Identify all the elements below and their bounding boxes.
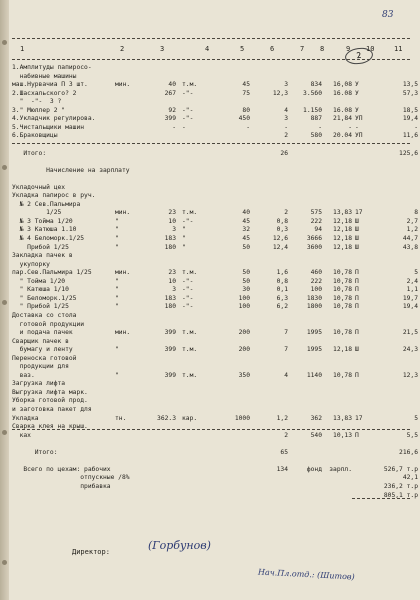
table-cell-c4: -"- [182, 106, 194, 114]
table-cell-c8: - [348, 123, 352, 131]
table-cell-c7: 94 [314, 226, 322, 234]
table-cell-c10: 13,5 [402, 81, 418, 89]
table-cell-c10: 24,3 [402, 346, 418, 354]
table-cell-c5: 40 [242, 209, 250, 217]
table-cell-c4: -"- [182, 115, 194, 123]
table-cell-c1: № 3 Тойма 1/20 [12, 217, 73, 225]
table-cell-c9: П [355, 269, 359, 277]
table-cell-c5: 100 [238, 294, 250, 302]
table-cell-c1: отпускные /8% [12, 474, 130, 482]
table-cell-c1: Начисление на зарплату [12, 166, 130, 174]
table-cell-c2: " [115, 226, 119, 234]
table-cell-c10: 12,3 [402, 371, 418, 379]
table-cell-c10: 526,7 т.р [383, 465, 418, 473]
table-cell-c7: 1.150 [303, 106, 322, 114]
table-cell-c3: 23 [168, 209, 176, 217]
punch-hole [2, 165, 7, 170]
table-cell-c7: 460 [310, 269, 322, 277]
table-cell-c6: 0,8 [276, 217, 288, 225]
table-cell-c3: 399 [164, 346, 176, 354]
table-cell-c1: готовой продукции [12, 320, 85, 328]
table-cell-c3: 399 [164, 115, 176, 123]
table-cell-c6: 12,6 [272, 235, 288, 242]
table-cell-c4: " [182, 226, 186, 234]
table-cell-c1: Переноска готовой [12, 354, 77, 362]
table-cell-c1: Выгрузка лифта марк. [12, 388, 88, 396]
table-cell-c9: П [355, 286, 359, 294]
table-cell-c10: 42,1 [402, 474, 418, 482]
table-cell-c1: Сварка клея на крыш. [12, 423, 88, 431]
table-cell-c3: - [172, 123, 176, 131]
table-cell-c2: " [115, 303, 119, 311]
table-cell-c9: П [355, 277, 359, 285]
table-cell-c6: 0,1 [276, 286, 288, 294]
table-cell-c4: -"- [182, 89, 194, 97]
table-cell-c2: " [115, 294, 119, 302]
table-cell-c10: 125,6 [399, 149, 418, 157]
table-cell-c6: 134 [276, 465, 288, 473]
table-cell-c1: № 2 Сев.Пальмира [12, 200, 81, 208]
table-cell-c8: 10,78 [333, 269, 352, 277]
table-cell-c1: Укладка [12, 414, 39, 422]
table-cell-c8: 21,84 [333, 115, 352, 123]
column-number: 1 [20, 45, 25, 53]
table-cell-c8: 10,78 [333, 371, 352, 379]
table-cell-c6: 0,8 [276, 277, 288, 285]
table-cell-c3: 10 [168, 277, 176, 285]
column-number: 8 [320, 45, 325, 53]
table-cell-c2: мин. [115, 81, 131, 89]
table-cell-c9: Ш [355, 217, 359, 225]
table-cell-c9: 17 [355, 414, 363, 422]
table-cell-c5: 50 [242, 277, 250, 285]
table-cell-c1: прибавка [12, 482, 111, 490]
table-cell-c6: 2 [284, 209, 288, 217]
table-cell-c1: Уборка готовой прод. [12, 397, 88, 405]
column-number: 9 [346, 45, 351, 53]
table-cell-c2: " [115, 217, 119, 225]
table-cell-c2: " [115, 346, 119, 354]
table-cell-c5: 30 [242, 286, 250, 294]
table-cell-c7: 1140 [306, 371, 322, 379]
table-cell-c6: 12,3 [272, 89, 288, 97]
column-number: 2 [120, 45, 125, 53]
table-cell-c7: 3.5б0 [303, 89, 322, 97]
table-cell-c5: 450 [238, 115, 250, 123]
table-cell-c3: 183 [164, 235, 176, 242]
table-cell-c5: 45 [242, 217, 250, 225]
table-cell-c1: и подача пачек [12, 329, 73, 337]
table-cell-c6: 1,2 [276, 414, 288, 422]
table-cell-c10: 5 [414, 269, 418, 277]
table-cell-c3: 10 [168, 217, 176, 225]
table-cell-c5: 200 [238, 346, 250, 354]
table-cell-c9: УП [355, 132, 363, 140]
table-cell-c6: 6,3 [276, 294, 288, 302]
table-cell-c3: 3 [172, 226, 176, 234]
table-cell-c8: 10,13 [333, 431, 352, 439]
table-cell-c8: 10,78 [333, 303, 352, 311]
table-cell-c8: 12,18 [333, 217, 352, 225]
table-cell-c1: " -"- 3 ? [12, 98, 62, 106]
table-cell-c7: 580 [310, 132, 322, 140]
table-cell-c4: -"- [182, 294, 194, 302]
table-cell-c9: У [355, 106, 359, 114]
table-cell-c10: 18,5 [402, 106, 418, 114]
table-cell-c3: 180 [164, 243, 176, 251]
table-cell-c1: ваз. [12, 371, 35, 379]
table-cell-c10: 19,7 [402, 294, 418, 302]
table-cell-c1: ках [12, 431, 31, 439]
table-cell-c2: " [115, 277, 119, 285]
table-cell-c5: 350 [238, 371, 250, 379]
table-cell-c7: 1995 [306, 329, 322, 337]
table-cell-c9: П [355, 294, 359, 302]
table-cell-c8: 10,78 [333, 294, 352, 302]
table-cell-c1: и заготовка пакет для [12, 406, 92, 413]
table-cell-c9: П [355, 329, 359, 337]
table-cell-c3: 92 [168, 106, 176, 114]
table-cell-c9: П [355, 303, 359, 311]
table-cell-c4: -"- [182, 303, 194, 311]
table-cell-c3: 267 [164, 89, 176, 97]
table-cell-c6: 0,3 [276, 226, 288, 234]
table-cell-c4: т.м. [182, 329, 198, 337]
header-top-rule [12, 38, 410, 39]
table-cell-c10: 216,6 [399, 448, 418, 456]
table-cell-c9: У [355, 81, 359, 89]
table-cell-c10: 57,3 [402, 89, 418, 97]
table-cell-c9: - [355, 123, 359, 131]
table-cell-c6: 4 [284, 106, 288, 114]
table-cell-c10: 236,2 т.р [383, 482, 418, 490]
table-cell-c10: 805,1 т.р [383, 491, 418, 499]
column-number: 4 [205, 45, 210, 53]
table-cell-c3: 399 [164, 371, 176, 379]
table-cell-c7: 834 [310, 81, 322, 89]
punch-hole [2, 430, 7, 435]
table-cell-c7: 362 [310, 414, 322, 422]
table-cell-c5: 32 [242, 226, 250, 234]
table-cell-c7: 575 [310, 209, 322, 217]
table-cell-c2: " [115, 235, 119, 242]
table-cell-c1: 1.Амплитуды папиросо- [12, 64, 92, 71]
director-signature: (Горбунов) [148, 539, 211, 552]
punch-hole [2, 560, 7, 565]
table-cell-c9: Ш [355, 243, 359, 251]
table-cell-c8: 12,18 [333, 346, 352, 354]
section-one-total-rule [12, 143, 410, 144]
table-cell-c9: Ш [355, 346, 359, 354]
table-cell-c1: Доставка со стола [12, 311, 77, 319]
table-cell-c1: пар.Сев.Пальмира 1/25 [12, 269, 92, 277]
table-cell-c5: 1000 [234, 414, 250, 422]
table-cell-c1: укупорку [12, 260, 50, 268]
section-two-total-rule [12, 429, 410, 430]
table-cell-c1: № 3 Катюша 1.10 [12, 226, 77, 234]
table-cell-c8: 12,18 [333, 243, 352, 251]
column-number: 6 [270, 45, 275, 53]
table-cell-c5: 80 [242, 106, 250, 114]
table-cell-c1: " Прибой 1/25 [12, 303, 69, 311]
table-cell-c7: 540 [310, 431, 322, 439]
table-cell-c1: Закладка пачек в [12, 252, 73, 260]
table-cell-c9: Ш [355, 226, 359, 234]
table-cell-c1: набивные машины [12, 72, 77, 80]
table-cell-c7: 222 [310, 217, 322, 225]
table-cell-c5: 50 [242, 269, 250, 277]
table-cell-c1: бумагу и ленту [12, 346, 73, 354]
table-cell-c8: 13,83 [333, 209, 352, 217]
table-cell-c6: 7 [284, 329, 288, 337]
table-cell-c5: 50 [242, 243, 250, 251]
table-cell-c5: - [246, 123, 250, 131]
table-cell-c9: П [355, 371, 359, 379]
table-cell-c8: 20.04 [333, 132, 352, 140]
table-cell-c3: 40 [168, 81, 176, 89]
table-cell-c1: 4.Укладчик регулирова. [12, 115, 96, 123]
table-cell-c7: 887 [310, 115, 322, 123]
table-cell-c3: 183 [164, 294, 176, 302]
table-cell-c7: 100 [310, 286, 322, 294]
table-cell-c5: 200 [238, 329, 250, 337]
table-cell-c10: 2,7 [406, 217, 418, 225]
table-cell-c10: - [414, 123, 418, 131]
table-cell-c1: 1/25 [12, 209, 62, 217]
table-cell-c8: 10,78 [333, 286, 352, 294]
table-cell-c10: 44,7 [402, 235, 418, 242]
table-cell-c9: Ш [355, 235, 359, 242]
table-cell-c10: 1,2 [406, 226, 418, 234]
table-cell-c9: П [355, 431, 359, 439]
column-number: 7 [300, 45, 305, 53]
table-cell-c1: Загрузка лифта [12, 380, 66, 388]
table-cell-c10: 43,8 [402, 243, 418, 251]
grand-total-rule [352, 498, 410, 499]
table-cell-c6: 3 [284, 81, 288, 89]
column-number: 11 [394, 45, 403, 53]
table-cell-c10: 5 [414, 414, 418, 422]
table-cell-c2: тн. [115, 414, 127, 422]
table-cell-c8: 12,18 [333, 226, 352, 234]
table-cell-c1: " Тойма 1/20 [12, 277, 66, 285]
table-cell-c3: 362.3 [157, 414, 176, 422]
punch-holes [2, 0, 8, 600]
table-cell-c8: 10,78 [333, 277, 352, 285]
column-number: 3 [160, 45, 165, 53]
table-cell-c3: 399 [164, 329, 176, 337]
table-cell-c1: Прибой 1/25 [12, 243, 69, 251]
table-cell-c4: т.м. [182, 371, 198, 379]
table-cell-c1: Укладка папирос в руч. [12, 192, 96, 200]
table-cell-c6: 1,6 [276, 269, 288, 277]
table-cell-c2: мин. [115, 269, 131, 277]
table-cell-c8: 16.08 [333, 89, 352, 97]
table-cell-c8: зарпл. [329, 465, 352, 473]
table-cell-c5: 45 [242, 235, 250, 242]
table-cell-c1: продукции для [12, 363, 69, 371]
table-cell-c9: УП [355, 115, 363, 123]
table-cell-c10: 21,5 [402, 329, 418, 337]
table-cell-c7: 3600 [306, 243, 322, 251]
table-cell-c4: -"- [182, 277, 194, 285]
table-cell-c2: " [115, 371, 119, 379]
table-cell-c10: 2,4 [406, 277, 418, 285]
table-cell-c4: - [182, 123, 186, 131]
table-cell-c10: 11,6 [402, 132, 418, 140]
table-cell-c1: 2.Шасхальского? 2 [12, 89, 77, 97]
table-cell-c9: У [355, 89, 359, 97]
table-cell-c3: 23 [168, 269, 176, 277]
table-cell-c6: 6,2 [276, 303, 288, 311]
table-cell-c4: т.м. [182, 209, 198, 217]
table-cell-c10: 1,1 [406, 286, 418, 294]
table-cell-c1: 6.Браковщицы [12, 132, 58, 140]
table-cell-c7: 1830 [306, 294, 322, 302]
table-cell-c4: т.м. [182, 81, 198, 89]
table-cell-c1: Итого: [12, 448, 58, 456]
department-head-signature: Нач.Пл.отд.: (Шитов) [257, 567, 355, 582]
table-cell-c1: Укладочный цех [12, 183, 66, 191]
column-ten-handwritten-mark: 2 [344, 46, 374, 66]
table-cell-c6: - [284, 123, 288, 131]
table-cell-c1: " Беломорк.1/25 [12, 294, 77, 302]
table-cell-c6: 12,4 [272, 243, 288, 251]
punch-hole [2, 40, 7, 45]
table-cell-c1: Итого: [12, 149, 47, 157]
table-cell-c4: т.м. [182, 346, 198, 354]
punch-hole [2, 300, 7, 305]
table-cell-c4: -"- [182, 217, 194, 225]
table-cell-c4: кар. [182, 414, 198, 422]
table-cell-c7: фонд [306, 465, 322, 473]
table-cell-c6: 2 [284, 132, 288, 140]
table-cell-c8: 10,78 [333, 329, 352, 337]
table-cell-c6: 4 [284, 371, 288, 379]
table-cell-c10: 8 [414, 209, 418, 217]
table-cell-c2: " [115, 286, 119, 294]
table-cell-c6: 7 [284, 346, 288, 354]
table-cell-c1: 3." Мюллер 2 " [12, 106, 66, 114]
table-cell-c8: 13,83 [333, 414, 352, 422]
table-cell-c6: 2 [284, 431, 288, 439]
column-number: 10 [366, 45, 375, 53]
table-cell-c3: 180 [164, 303, 176, 311]
table-cell-c4: -"- [182, 286, 194, 294]
table-cell-c1: Сварщик пачек в [12, 337, 69, 345]
director-label: Директор: [72, 548, 110, 556]
table-cell-c4: " [182, 243, 186, 251]
table-cell-c8: 16,08 [333, 81, 352, 89]
table-cell-c7: 1995 [306, 346, 322, 354]
table-cell-c4: " [182, 235, 186, 242]
table-cell-c8: 16.08 [333, 106, 352, 114]
table-cell-c2: мин. [115, 209, 131, 217]
table-cell-c6: 3 [284, 115, 288, 123]
table-cell-c7: 222 [310, 277, 322, 285]
table-cell-c7: 3666 [306, 235, 322, 242]
table-cell-c5: 75 [242, 89, 250, 97]
table-cell-c1: Всего по цехам: рабочих [12, 465, 111, 473]
table-cell-c1: " Катюша 1/10 [12, 286, 69, 294]
table-cell-c1: 5.Чистальщики машин [12, 123, 85, 131]
table-cell-c10: 19,4 [402, 303, 418, 311]
table-cell-c6: 26 [280, 149, 288, 157]
table-cell-c5: 100 [238, 303, 250, 311]
page-number-handwritten: 83 [382, 10, 394, 20]
table-cell-c6: 65 [280, 448, 288, 456]
table-cell-c10: 19,4 [402, 115, 418, 123]
table-cell-c2: мин. [115, 329, 131, 337]
table-cell-c8: 12,18 [333, 235, 352, 242]
table-cell-c5: 45 [242, 81, 250, 89]
table-cell-c10: 5,5 [406, 431, 418, 439]
table-cell-c4: т.м. [182, 269, 198, 277]
column-number: 5 [240, 45, 245, 53]
table-cell-c7: - [318, 123, 322, 131]
table-cell-c3: 3 [172, 286, 176, 294]
table-cell-c1: № 4 Беломорк.1/25 [12, 235, 85, 242]
table-cell-c2: " [115, 243, 119, 251]
table-cell-c7: 1800 [306, 303, 322, 311]
table-cell-c9: 17 [355, 209, 363, 217]
table-cell-c1: мaш.Нурвачиа П 3 шт. [12, 81, 88, 89]
